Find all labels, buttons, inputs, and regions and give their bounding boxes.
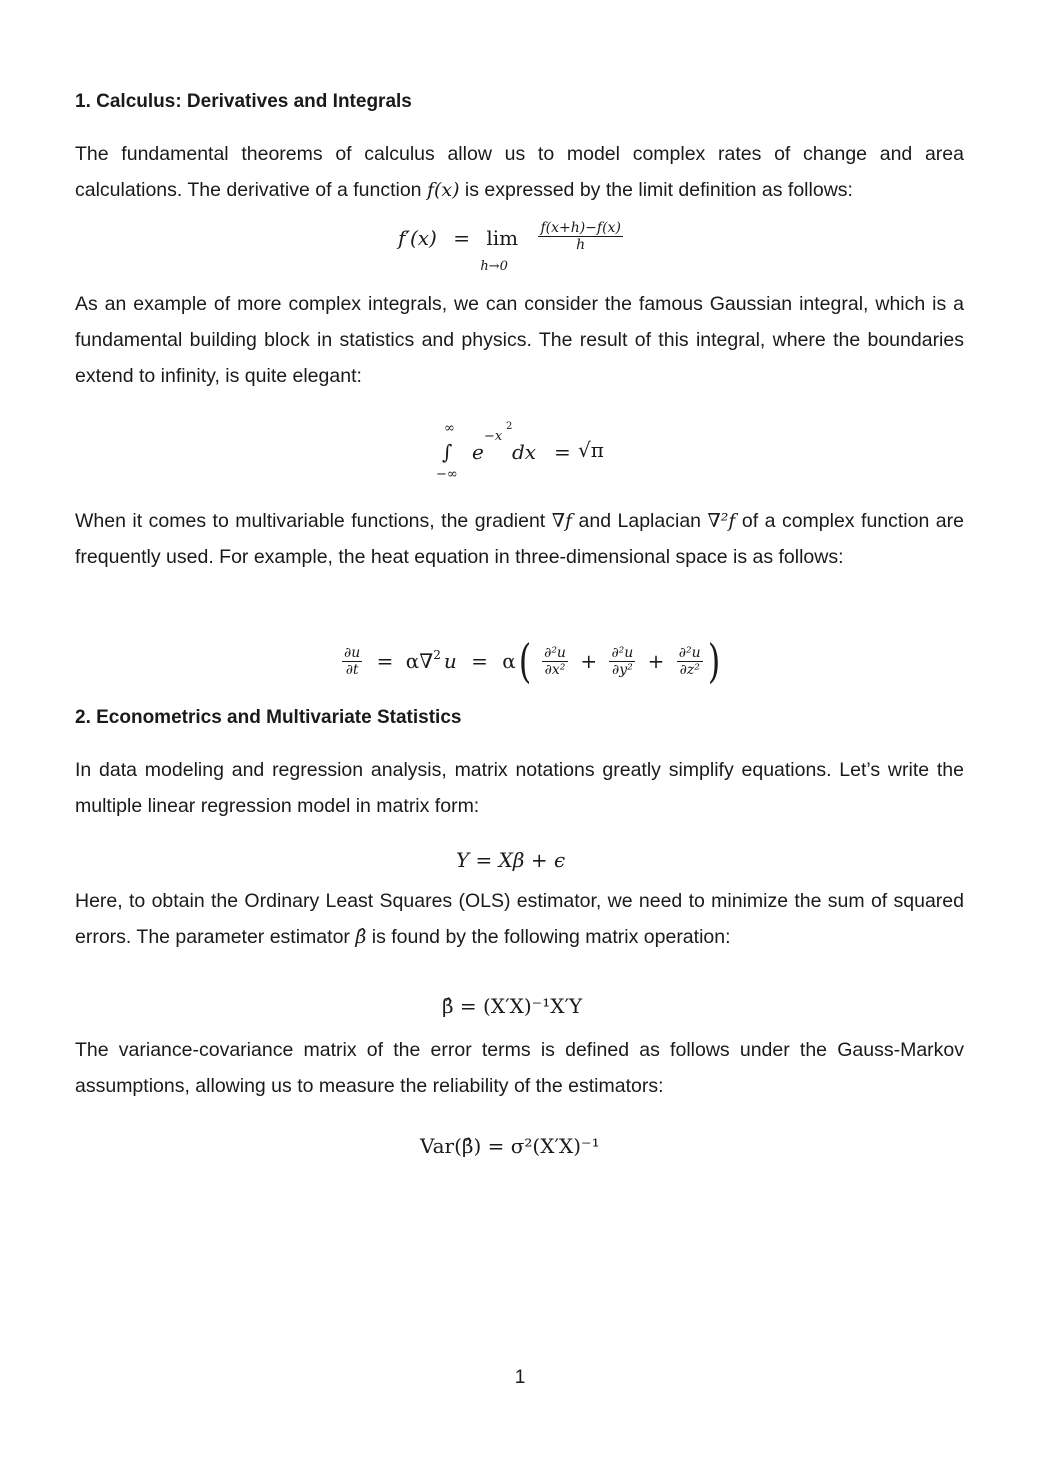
- equation-regression-model: Y = Xβ + ϵ: [456, 848, 566, 872]
- section-1-paragraph-3: When it comes to multivariable functions, the gradient ∇f and Laplacian ∇²f of a complex function are frequently used. For example, the heat equation in three-dimensional space is as follows:: [75, 510, 964, 568]
- inline-math-gradient: ∇f: [551, 510, 573, 532]
- right-paren: ): [707, 634, 720, 688]
- frac-du-dt: $\frac{\partial u}{\partial t}$: [344, 644, 361, 678]
- left-paren: (: [518, 634, 532, 688]
- inline-math-beta-hat: β̂: [355, 926, 367, 948]
- section-1-heading: 1. Calculus: Derivatives and Integrals: [75, 91, 412, 112]
- equation-heat: $\frac{\partial u}{\partial t}$ = α∇$^2$ u = α( $\frac{\text{∂²u}}{\text{∂x²}}$ + $\frac{\text{∂²u}}{\text{∂y²}}$ + $\frac{\text{∂²u}}{\text{∂z²}}$ ): [344, 634, 720, 688]
- inline-math-fx: f(x): [426, 179, 460, 201]
- inline-math-laplacian: ∇²f: [707, 510, 736, 532]
- frac-d2u-dz2: $\frac{\text{∂²u}}{\text{∂z²}}$: [678, 644, 701, 678]
- difference-quotient: $\frac{f(x+h)-f(x)}{h}$: [540, 220, 621, 253]
- section-2-paragraph-1: In data modeling and regression analysis, matrix notations greatly simplify equations. Let’s write the multiple linear regression model in matrix form:: [75, 759, 964, 817]
- equation-variance: Var(β̂) = σ²(X′X)⁻¹: [420, 1134, 600, 1158]
- equation-derivative: f′(x) = lim h→0 $\frac{f(x+h)-f(x)}{h}$: [398, 220, 621, 274]
- equation-ols-estimator: β̂ = (X′X)⁻¹X′Y: [442, 994, 583, 1018]
- page-number: 1: [514, 1367, 526, 1388]
- section-2-heading: 2. Econometrics and Multivariate Statistics: [75, 707, 462, 728]
- frac-d2u-dx2: $\frac{\text{∂²u}}{\text{∂x²}}$: [544, 644, 566, 678]
- section-2-paragraph-3: The variance-covariance matrix of the error terms is defined as follows under the Gauss-Markov assumptions, allowing us to measure the reliability of the estimators:: [75, 1039, 964, 1097]
- frac-d2u-dy2: $\frac{\text{∂²u}}{\text{∂y²}}$: [611, 644, 634, 678]
- equation-gaussian-integral: ∞ ∫ −∞ e −x 2 dx = √π: [436, 421, 604, 482]
- limit-operator: lim h→0: [480, 226, 519, 274]
- section-1-paragraph-1: The fundamental theorems of calculus allow us to model complex rates of change and area calculations. The derivative of a function f(x) is expressed by the limit definition as follows:: [75, 143, 964, 201]
- section-1-paragraph-2: As an example of more complex integrals, we can consider the famous Gaussian integral, which is a fundamental building block in statistics and physics. The result of this integral, where the boundaries extend to infinity, is quite elegant:: [75, 293, 964, 387]
- section-2-paragraph-2: Here, to obtain the Ordinary Least Squares (OLS) estimator, we need to minimize the sum of squared errors. The parameter estimator β̂ is found by the following matrix operation:: [75, 890, 964, 948]
